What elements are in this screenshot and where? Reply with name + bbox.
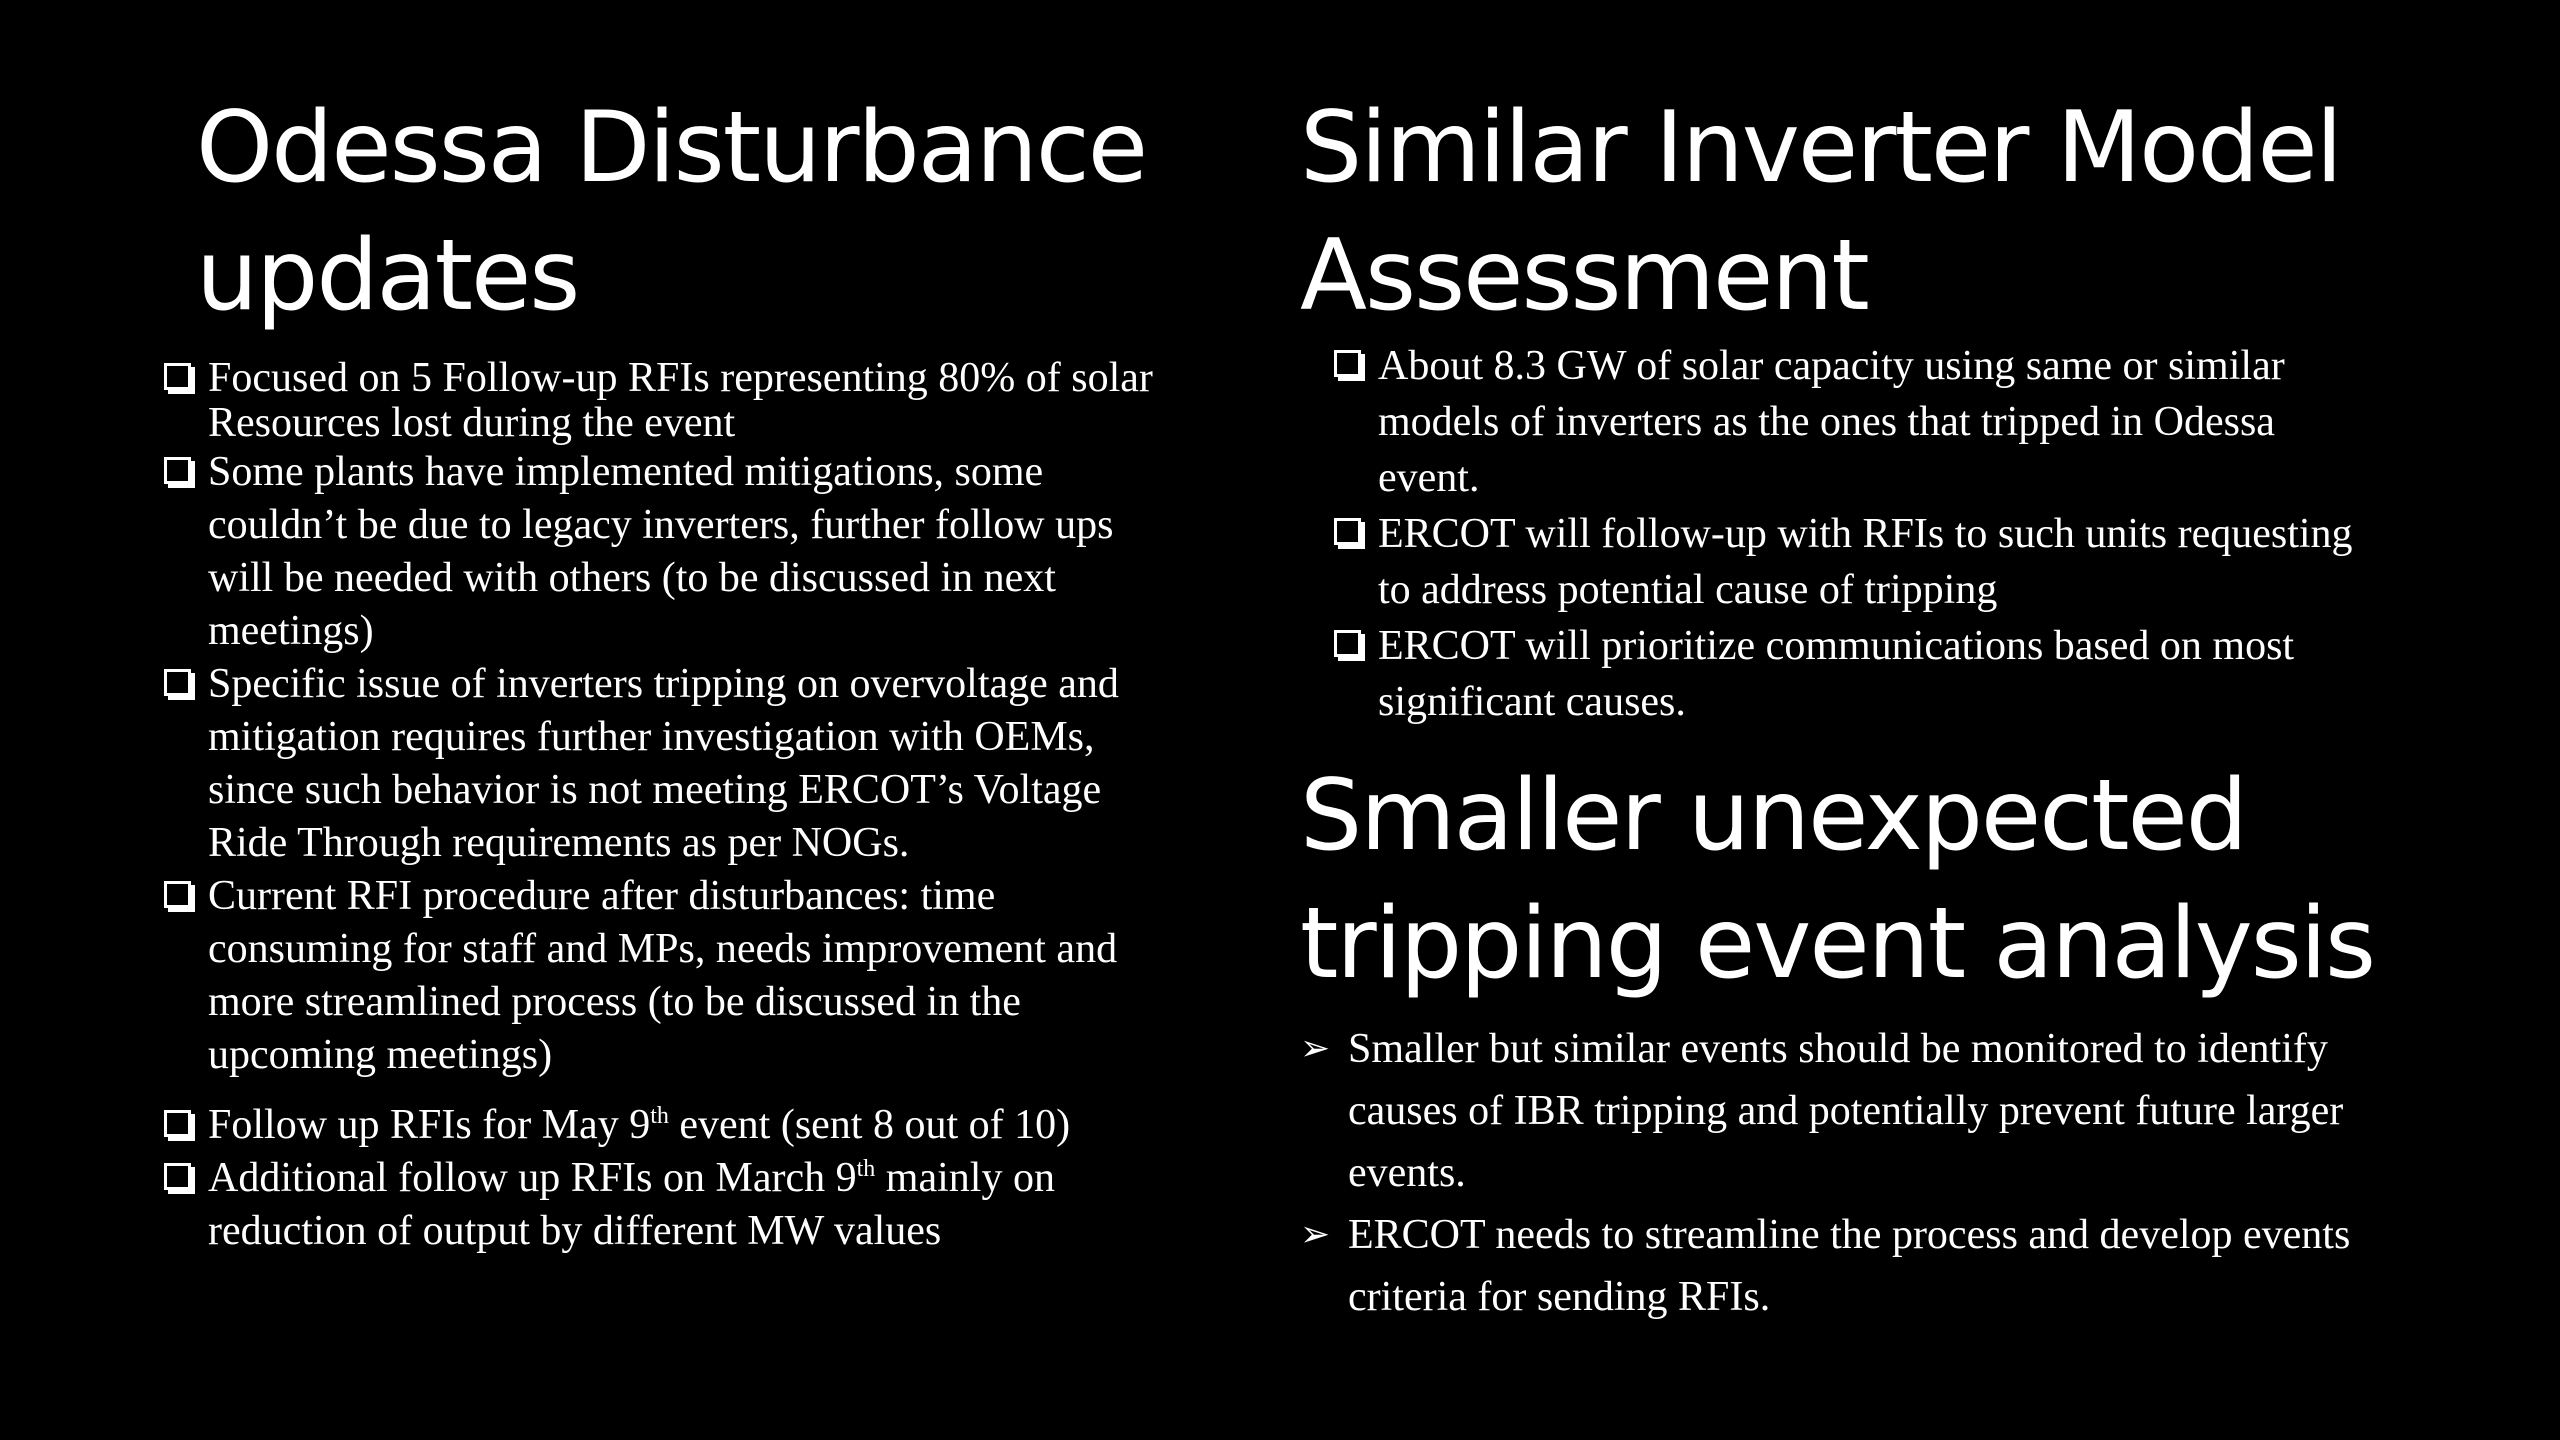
list-item: ➢ Smaller but similar events should be monitored to identify causes of IBR tripping and potentially prevent future larger events. [1300, 1018, 2540, 1204]
list-item: ERCOT will follow-up with RFIs to such units requesting to address potential cause of tripping [1334, 506, 2514, 618]
checkbox-bullet-icon [1334, 506, 1374, 562]
list-item: Some plants have implemented mitigations, some couldn’t be due to legacy inverters, further follow ups will be needed with others (to be discussed in next meetings) [164, 446, 1244, 658]
list-item: Focused on 5 Follow-up RFIs representing 80% of solar Resources lost during the event [164, 356, 1244, 446]
right-bottom-bullet-list [1300, 1018, 2540, 1328]
left-heading-line-2: updates [196, 219, 579, 333]
right-top-heading [1300, 84, 2341, 340]
list-item: Additional follow up RFIs on March 9th mainly on reduction of output by different MW values [164, 1152, 1244, 1258]
checkbox-bullet-icon [1334, 338, 1374, 394]
list-item: Follow up RFIs for May 9th event (sent 8 out of 10) [164, 1099, 1244, 1152]
right-bottom-heading-line-2: tripping event analysis [1300, 887, 2375, 1001]
arrowhead-bullet-icon: ➢ [1300, 1028, 1331, 1069]
right-top-heading-line-2: Assessment [1300, 219, 1868, 333]
checkbox-bullet-icon [164, 356, 204, 401]
list-item: Current RFI procedure after disturbances: time consuming for staff and MPs, needs improvement and more streamlined process (to be discussed in the upcoming meetings) [164, 870, 1244, 1082]
checkbox-bullet-icon [164, 1152, 204, 1205]
checkbox-bullet-icon [164, 1099, 204, 1152]
checkbox-bullet-icon [164, 870, 204, 923]
list-item: ➢ ERCOT needs to streamline the process and develop events criteria for sending RFIs. [1300, 1204, 2540, 1328]
list-item: Specific issue of inverters tripping on overvoltage and mitigation requires further investigation with OEMs, since such behavior is not meeting ERCOT’s Voltage Ride Through requirements as per NOGs. [164, 658, 1244, 870]
left-heading [196, 84, 1146, 340]
list-item: About 8.3 GW of solar capacity using same or similar models of inverters as the ones that tripped in Odessa event. [1334, 338, 2514, 506]
right-bottom-heading [1300, 752, 2374, 1008]
checkbox-bullet-icon [164, 658, 204, 711]
left-bullet-list [164, 356, 1244, 1258]
checkbox-bullet-icon [164, 446, 204, 499]
arrowhead-bullet-icon: ➢ [1300, 1214, 1331, 1255]
right-top-heading-line-1: Similar Inverter Model [1300, 91, 2341, 205]
right-bottom-heading-line-1: Smaller unexpected [1300, 759, 2247, 873]
right-top-bullet-list [1334, 338, 2514, 730]
list-item: ERCOT will prioritize communications based on most significant causes. [1334, 618, 2514, 730]
left-heading-line-1: Odessa Disturbance [196, 91, 1147, 205]
checkbox-bullet-icon [1334, 618, 1374, 674]
